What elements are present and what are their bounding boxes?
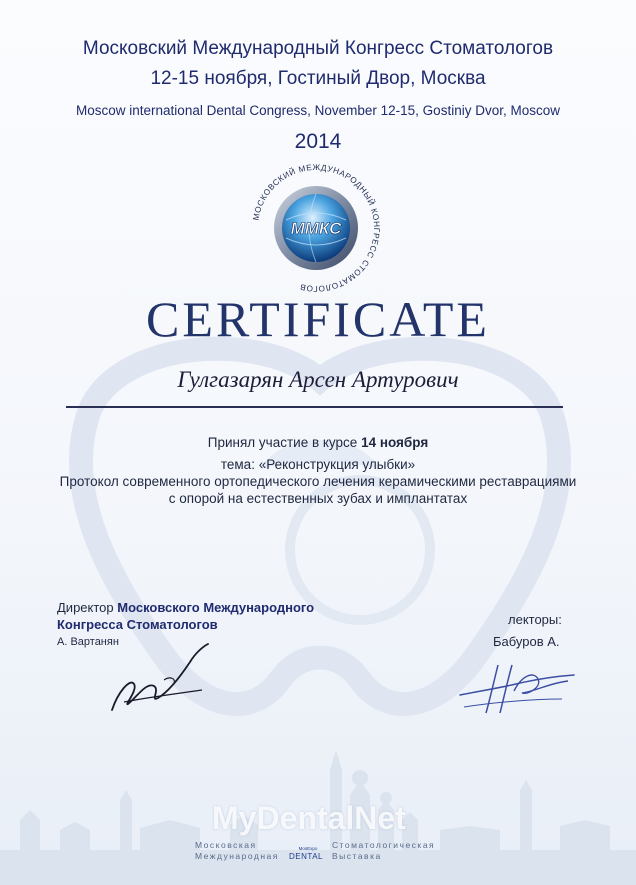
director-prefix: Директор <box>57 600 114 615</box>
footer-exhibition-right <box>332 840 435 862</box>
lector-signature <box>450 655 580 725</box>
footer-dental-logo: DENTAL <box>289 852 323 861</box>
footer-exhibition-left <box>195 840 279 862</box>
footer-mosexpo: MosExpo <box>298 846 318 851</box>
lectors-label: лекторы: <box>508 612 562 627</box>
mmks-logo <box>246 158 386 298</box>
footer-right-line2: Выставка <box>332 851 382 861</box>
congress-year: 2014 <box>294 130 342 153</box>
director-signature <box>104 640 214 720</box>
logo-ring-text: МОСКОВСКИЙ МЕЖДУНАРОДНЫЙ КОНГРЕСС СТОМАТОЛОГОВ <box>251 162 382 294</box>
course-description-line2: с опорой на естественных зубах и имплантатах <box>168 491 468 506</box>
course-description-line1: Протокол современного ортопедического лечения керамическими реставрациями <box>59 474 577 489</box>
course-participation-prefix: Принял участие в курсе <box>207 435 358 450</box>
logo-center-text: ММКС <box>290 219 342 238</box>
congress-title-en: Moscow international Dental Congress, November 12-15, Gostiniy Dvor, Moscow <box>76 103 560 118</box>
congress-title-ru: Московский Международный Конгресс Стоматологов <box>82 38 554 59</box>
course-topic: тема: «Реконструкция улыбки» <box>220 457 416 472</box>
footer-left-line1: Московская <box>195 840 257 850</box>
director-name: А. Вартанян <box>57 636 119 648</box>
footer-right-line1: Стоматологическая <box>332 840 436 850</box>
course-participation <box>0 435 636 450</box>
course-date: 14 ноября <box>361 435 429 450</box>
director-title <box>57 599 314 633</box>
name-underline <box>66 406 563 408</box>
congress-dates-ru: 12-15 ноября, Гостиный Двор, Москва <box>150 68 486 89</box>
footer-left-line2: Международная <box>195 851 279 861</box>
site-watermark: MyDentalNet <box>212 800 406 836</box>
director-org-line1: Московского Международного <box>117 600 315 615</box>
certificate-heading: CERTIFICATE <box>146 291 490 347</box>
lector-name: Бабуров А. <box>493 634 560 649</box>
director-org-line2: Конгресса Стоматологов <box>57 617 218 632</box>
recipient-name: Гулгазарян Арсен Артурович <box>177 367 459 392</box>
